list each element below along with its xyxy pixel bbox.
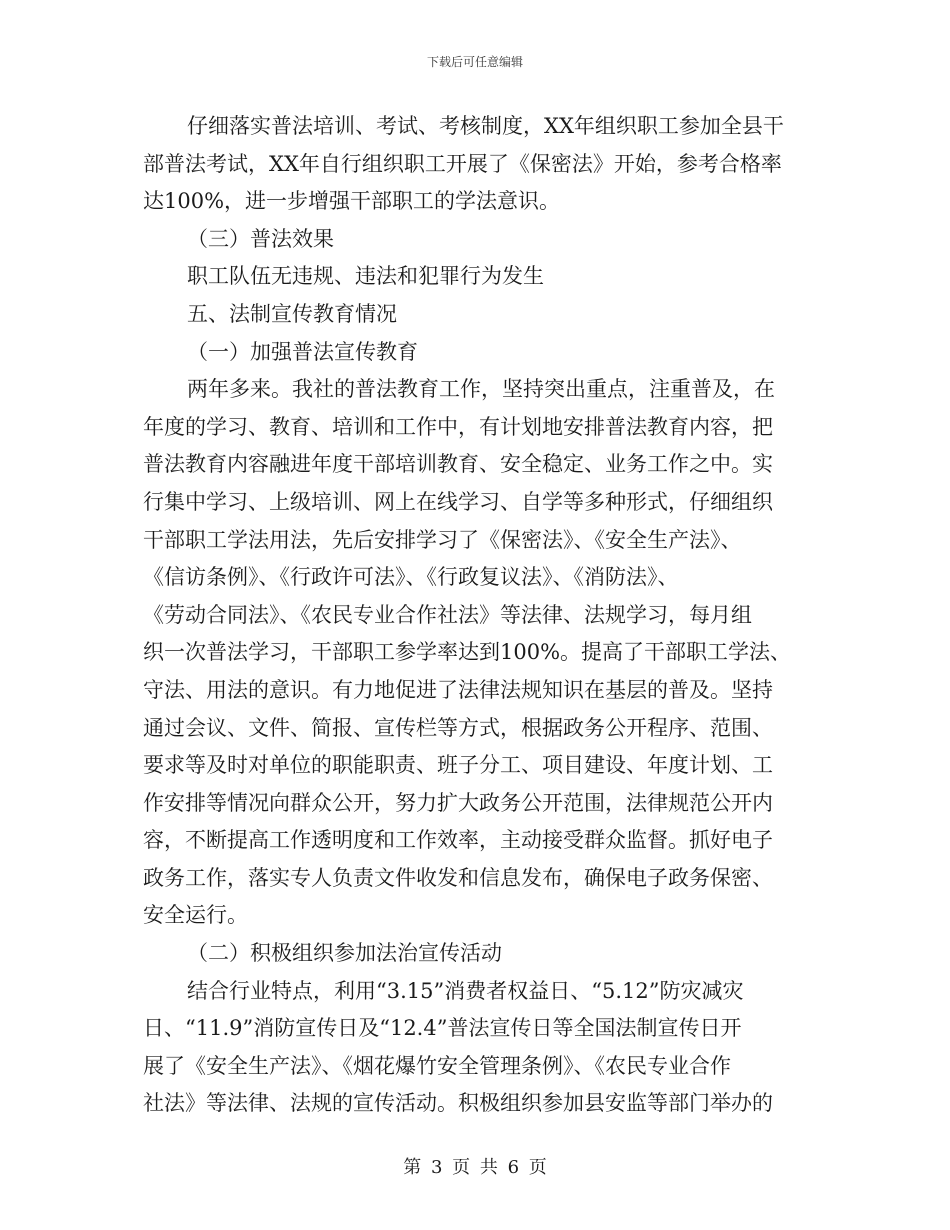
- text-line: 年度的学习、教育、培训和工作中，有计划地安排普法教育内容，把: [143, 414, 773, 439]
- text-line: 行集中学习、上级培训、网上在线学习、自学等多种形式，仔细组织: [143, 489, 773, 514]
- text-line: 社法》等法律、法规的宣传活动。积极组织参加县安监等部门举办的: [143, 1091, 773, 1116]
- text-line: （一）加强普法宣传教育: [187, 339, 418, 364]
- text-line: 普法教育内容融进年度干部培训教育、安全稳定、业务工作之中。实: [143, 452, 773, 477]
- text-line: 《劳动合同法》、《农民专业合作社法》等法律、法规学习，每月组: [143, 602, 752, 627]
- document-body: [143, 108, 803, 1123]
- text-line: 仔细落实普法培训、考试、考核制度，XX年组织职工参加全县干: [187, 114, 784, 138]
- text-line: 部普法考试，XX年自行组织职工开展了《保密法》开始，参考合格率: [143, 151, 782, 176]
- text-line: （二）积极组织参加法治宣传活动: [187, 941, 502, 966]
- page-footer: 第 3 页 共 6 页: [403, 1157, 547, 1178]
- text-line: 五、法制宣传教育情况: [187, 301, 397, 326]
- text-line: 守法、用法的意识。有力地促进了法律法规知识在基层的普及。坚持: [143, 677, 773, 702]
- text-line: 达100%，进一步增强干部职工的学法意识。: [143, 189, 561, 214]
- text-line: 通过会议、文件、简报、宣传栏等方式，根据政务公开程序、范围、: [143, 715, 773, 740]
- text-line: 要求等及时对单位的职能职责、班子分工、项目建设、年度计划、工: [143, 753, 773, 778]
- text-line: 织一次普法学习，干部职工参学率达到100%。提高了干部职工学法、: [143, 640, 792, 665]
- page-header: 下载后可任意编辑: [426, 55, 523, 69]
- text-line: 结合行业特点，利用“3.15”消费者权益日、“5.12”防灾减灾: [187, 978, 744, 1003]
- text-line: 职工队伍无违规、违法和犯罪行为发生: [187, 264, 544, 289]
- text-line: 政务工作，落实专人负责文件收发和信息发布，确保电子政务保密、: [143, 865, 773, 890]
- text-line: 干部职工学法用法，先后安排学习了《保密法》、《安全生产法》、: [143, 527, 742, 552]
- text-line: 容，不断提高工作透明度和工作效率，主动接受群众监督。抓好电子: [143, 828, 773, 853]
- text-line: 日、“11.9”消防宣传日及“12.4”普法宣传日等全国法制宣传日开: [143, 1016, 742, 1041]
- text-line: 展了《安全生产法》、《烟花爆竹安全管理条例》、《农民专业合作: [143, 1053, 731, 1078]
- text-line: 《信访条例》、《行政许可法》、《行政复议法》、《消防法》、: [143, 565, 679, 590]
- text-line: 两年多来。我社的普法教育工作，坚持突出重点，注重普及，在: [187, 377, 775, 402]
- text-line: 安全运行。: [143, 903, 248, 928]
- text-line: （三）普法效果: [187, 226, 334, 251]
- text-line: 作安排等情况向群众公开，努力扩大政务公开范围，法律规范公开内: [143, 790, 773, 815]
